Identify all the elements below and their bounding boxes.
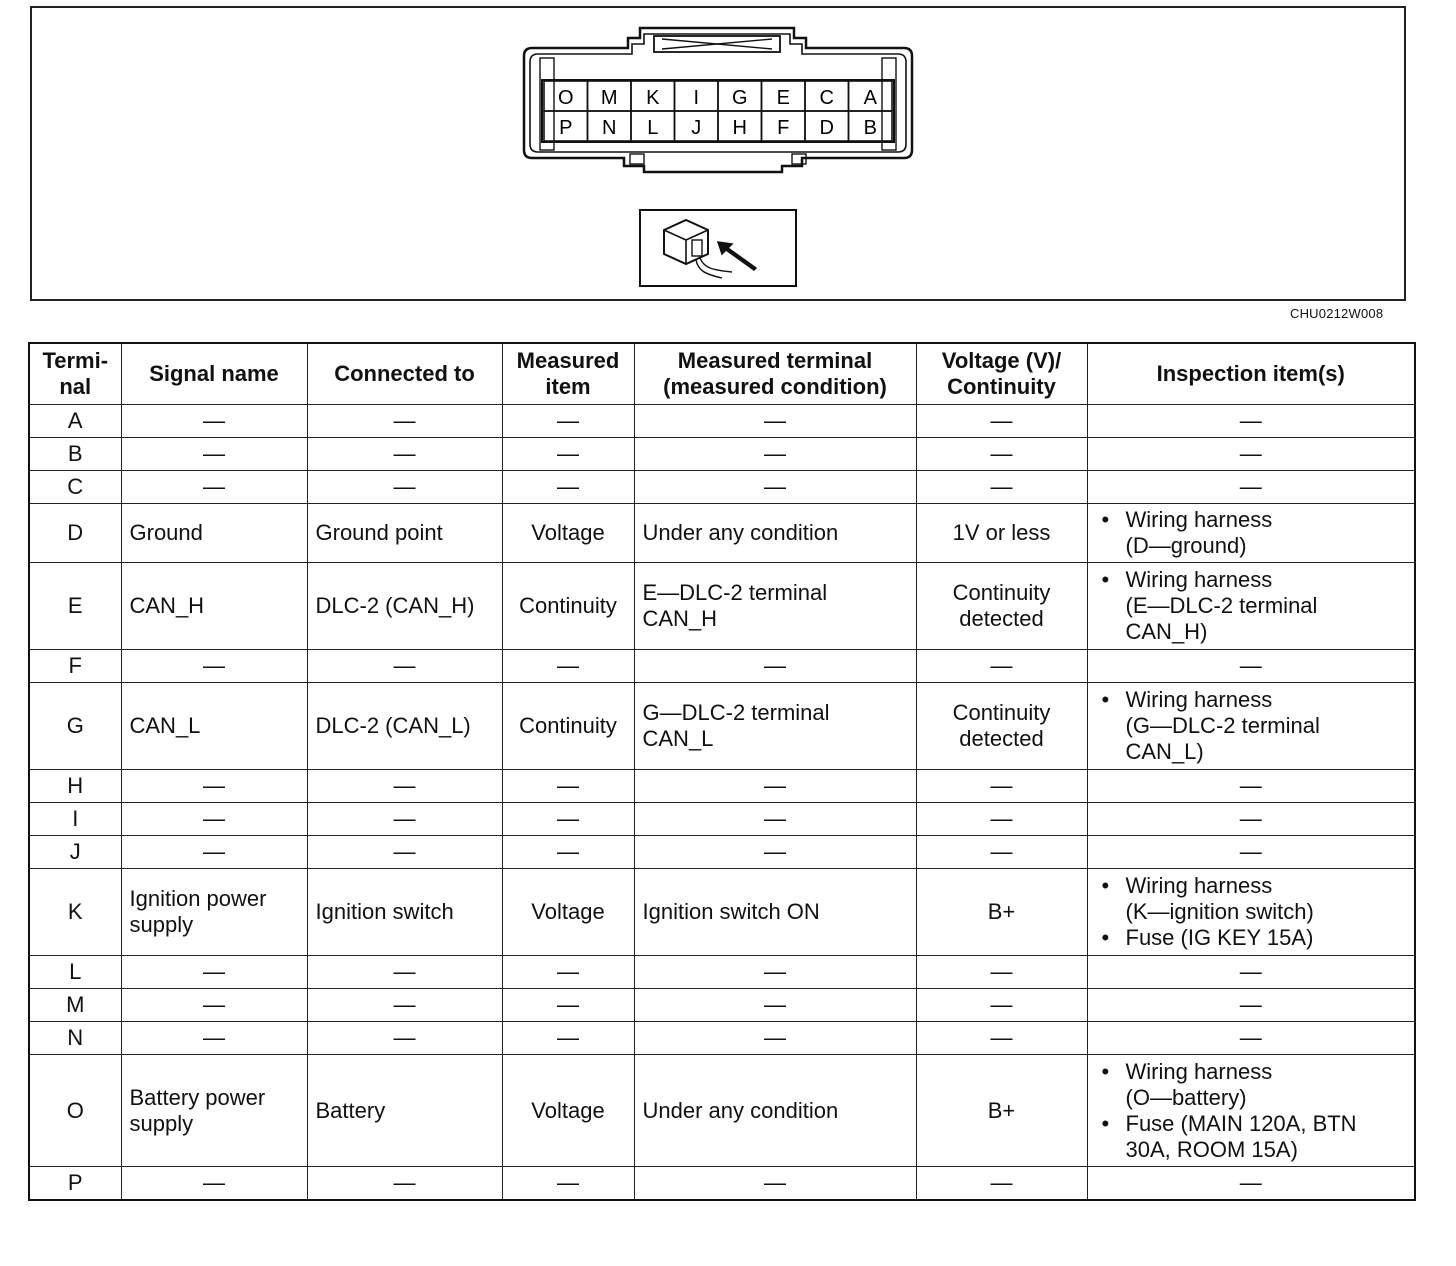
measured-item-cell: — — [502, 989, 634, 1022]
inspection-items-cell — [1087, 504, 1415, 563]
table-row — [29, 405, 1415, 438]
pin-label: A — [863, 87, 877, 109]
signal-name-cell: — — [121, 471, 307, 504]
voltage-continuity-cell: Continuity detected — [916, 563, 1087, 650]
terminal-cell: P — [29, 1167, 121, 1201]
table-row — [29, 1055, 1415, 1167]
table-row — [29, 504, 1415, 563]
measured-item-cell: — — [502, 650, 634, 683]
measured-terminal-cell: — — [634, 471, 916, 504]
inspection-items-cell: — — [1087, 1167, 1415, 1201]
table-header-row — [29, 343, 1415, 405]
table-row — [29, 956, 1415, 989]
measured-item-cell: — — [502, 405, 634, 438]
terminal-cell: L — [29, 956, 121, 989]
measured-terminal-cell: Under any condition — [634, 504, 916, 563]
inspection-list — [1096, 687, 1407, 765]
table-row — [29, 563, 1415, 650]
signal-name-cell: — — [121, 405, 307, 438]
signal-name-cell: — — [121, 836, 307, 869]
voltage-continuity-cell: — — [916, 650, 1087, 683]
pin-label: I — [693, 87, 700, 109]
pin-label: K — [646, 87, 660, 109]
terminal-cell: K — [29, 869, 121, 956]
connected-to-cell: — — [307, 803, 502, 836]
header-inspection-items: Inspection item(s) — [1087, 343, 1415, 405]
terminal-cell: N — [29, 1022, 121, 1055]
terminal-cell: B — [29, 438, 121, 471]
measured-item-cell: — — [502, 471, 634, 504]
signal-name-cell: Ground — [121, 504, 307, 563]
signal-name-cell: Ignition power supply — [121, 869, 307, 956]
voltage-continuity-cell: — — [916, 989, 1087, 1022]
table-row — [29, 869, 1415, 956]
signal-name-cell: — — [121, 989, 307, 1022]
measured-item-cell: Voltage — [502, 1055, 634, 1167]
measured-terminal-cell: E—DLC-2 terminal CAN_H — [634, 563, 916, 650]
inspection-items-cell — [1087, 869, 1415, 956]
connected-to-cell: DLC-2 (CAN_L) — [307, 683, 502, 770]
inspection-items-cell: — — [1087, 405, 1415, 438]
connected-to-cell: Ground point — [307, 504, 502, 563]
terminal-cell: F — [29, 650, 121, 683]
voltage-continuity-cell: — — [916, 803, 1087, 836]
connected-to-cell: — — [307, 1167, 502, 1201]
measured-terminal-cell: — — [634, 836, 916, 869]
pin-label: E — [776, 87, 790, 109]
measured-terminal-cell: — — [634, 803, 916, 836]
table-row — [29, 438, 1415, 471]
voltage-continuity-cell: 1V or less — [916, 504, 1087, 563]
signal-name-cell: — — [121, 438, 307, 471]
terminal-cell: M — [29, 989, 121, 1022]
header-terminal: Termi- nal — [29, 343, 121, 405]
header-measured-terminal: Measured terminal (measured condition) — [634, 343, 916, 405]
table-row — [29, 989, 1415, 1022]
connected-to-cell: DLC-2 (CAN_H) — [307, 563, 502, 650]
inspection-items-cell: — — [1087, 471, 1415, 504]
inspection-list — [1096, 1059, 1407, 1163]
inspection-item: • Wiring harness (K—ignition switch) — [1096, 873, 1407, 925]
table-row — [29, 803, 1415, 836]
pin-label: L — [647, 117, 659, 139]
terminal-cell: G — [29, 683, 121, 770]
pin-label: N — [602, 117, 617, 139]
inspection-item: • Wiring harness (D—ground) — [1096, 507, 1407, 559]
terminal-cell: E — [29, 563, 121, 650]
inspection-items-cell: — — [1087, 650, 1415, 683]
connected-to-cell: — — [307, 405, 502, 438]
terminal-cell: H — [29, 770, 121, 803]
pin-label: J — [691, 117, 702, 139]
voltage-continuity-cell: — — [916, 1167, 1087, 1201]
measured-terminal-cell: — — [634, 405, 916, 438]
inspection-item: • Wiring harness (O—battery) — [1096, 1059, 1407, 1111]
measured-item-cell: — — [502, 1022, 634, 1055]
signal-name-cell: — — [121, 956, 307, 989]
table-row — [29, 836, 1415, 869]
signal-name-cell: CAN_H — [121, 563, 307, 650]
measured-terminal-cell: — — [634, 1167, 916, 1201]
pin-label: G — [731, 87, 748, 109]
signal-name-cell: — — [121, 1022, 307, 1055]
measured-terminal-cell: — — [634, 956, 916, 989]
terminal-cell: A — [29, 405, 121, 438]
inspection-items-cell: — — [1087, 956, 1415, 989]
pin-label: C — [819, 87, 834, 109]
header-signal-name: Signal name — [121, 343, 307, 405]
table-row — [29, 683, 1415, 770]
measured-item-cell: — — [502, 956, 634, 989]
measured-terminal-cell: — — [634, 770, 916, 803]
inspection-items-cell: — — [1087, 836, 1415, 869]
measured-item-cell: — — [502, 836, 634, 869]
voltage-continuity-cell: — — [916, 1022, 1087, 1055]
table-row — [29, 1022, 1415, 1055]
voltage-continuity-cell: — — [916, 471, 1087, 504]
pin-label: P — [559, 117, 573, 139]
inspection-list — [1096, 507, 1407, 559]
connector-drawing — [32, 8, 1404, 299]
pin-label: B — [863, 117, 877, 139]
measured-item-cell: Voltage — [502, 504, 634, 563]
terminal-cell: I — [29, 803, 121, 836]
table-row — [29, 471, 1415, 504]
measured-item-cell: Voltage — [502, 869, 634, 956]
connected-to-cell: — — [307, 438, 502, 471]
connected-to-cell: — — [307, 836, 502, 869]
connected-to-cell: Battery — [307, 1055, 502, 1167]
figure-code: CHU0212W008 — [1290, 306, 1384, 321]
inspection-items-cell: — — [1087, 989, 1415, 1022]
measured-item-cell: — — [502, 803, 634, 836]
signal-name-cell: Battery power supply — [121, 1055, 307, 1167]
inspection-items-cell: — — [1087, 1022, 1415, 1055]
signal-name-cell: — — [121, 1167, 307, 1201]
header-voltage-continuity: Voltage (V)/ Continuity — [916, 343, 1087, 405]
measured-terminal-cell: — — [634, 1022, 916, 1055]
measured-terminal-cell: — — [634, 650, 916, 683]
pin-label: D — [819, 117, 834, 139]
table-row — [29, 770, 1415, 803]
header-connected-to: Connected to — [307, 343, 502, 405]
pin-label: O — [557, 87, 574, 109]
harness-side-view-icon — [640, 210, 796, 286]
measured-terminal-cell: Ignition switch ON — [634, 869, 916, 956]
pin-label: M — [600, 87, 618, 109]
inspection-items-cell: — — [1087, 438, 1415, 471]
voltage-continuity-cell: B+ — [916, 1055, 1087, 1167]
terminal-cell: C — [29, 471, 121, 504]
measured-terminal-cell: — — [634, 438, 916, 471]
inspection-items-cell — [1087, 563, 1415, 650]
pin-grid — [544, 81, 892, 141]
voltage-continuity-cell: Continuity detected — [916, 683, 1087, 770]
connected-to-cell: Ignition switch — [307, 869, 502, 956]
voltage-continuity-cell: — — [916, 836, 1087, 869]
signal-name-cell: — — [121, 770, 307, 803]
inspection-item: • Wiring harness (G—DLC-2 terminal CAN_L) — [1096, 687, 1407, 765]
terminal-cell: J — [29, 836, 121, 869]
measured-item-cell: — — [502, 770, 634, 803]
voltage-continuity-cell: — — [916, 956, 1087, 989]
connected-to-cell: — — [307, 650, 502, 683]
measured-item-cell: Continuity — [502, 563, 634, 650]
connected-to-cell: — — [307, 1022, 502, 1055]
pin-label: H — [732, 117, 747, 139]
connector-figure — [30, 6, 1406, 301]
inspection-items-cell: — — [1087, 803, 1415, 836]
inspection-list — [1096, 567, 1407, 645]
pin-label: F — [777, 117, 790, 139]
inspection-items-cell — [1087, 1055, 1415, 1167]
inspection-items-cell: — — [1087, 770, 1415, 803]
inspection-item: • Fuse (MAIN 120A, BTN 30A, ROOM 15A) — [1096, 1111, 1407, 1163]
voltage-continuity-cell: — — [916, 770, 1087, 803]
signal-name-cell: — — [121, 650, 307, 683]
terminal-spec-table — [28, 342, 1416, 1201]
table-row — [29, 1167, 1415, 1201]
inspection-item: • Fuse (IG KEY 15A) — [1096, 925, 1407, 951]
inspection-list — [1096, 873, 1407, 951]
connected-to-cell: — — [307, 770, 502, 803]
measured-item-cell: Continuity — [502, 683, 634, 770]
terminal-cell: D — [29, 504, 121, 563]
measured-terminal-cell: — — [634, 989, 916, 1022]
voltage-continuity-cell: B+ — [916, 869, 1087, 956]
measured-terminal-cell: Under any condition — [634, 1055, 916, 1167]
terminal-cell: O — [29, 1055, 121, 1167]
inspection-items-cell — [1087, 683, 1415, 770]
inspection-item: • Wiring harness (E—DLC-2 terminal CAN_H) — [1096, 567, 1407, 645]
connected-to-cell: — — [307, 956, 502, 989]
measured-item-cell: — — [502, 438, 634, 471]
table-row — [29, 650, 1415, 683]
voltage-continuity-cell: — — [916, 438, 1087, 471]
connected-to-cell: — — [307, 989, 502, 1022]
connected-to-cell: — — [307, 471, 502, 504]
voltage-continuity-cell: — — [916, 405, 1087, 438]
measured-item-cell: — — [502, 1167, 634, 1201]
measured-terminal-cell: G—DLC-2 terminal CAN_L — [634, 683, 916, 770]
signal-name-cell: CAN_L — [121, 683, 307, 770]
header-measured-item: Measured item — [502, 343, 634, 405]
signal-name-cell: — — [121, 803, 307, 836]
